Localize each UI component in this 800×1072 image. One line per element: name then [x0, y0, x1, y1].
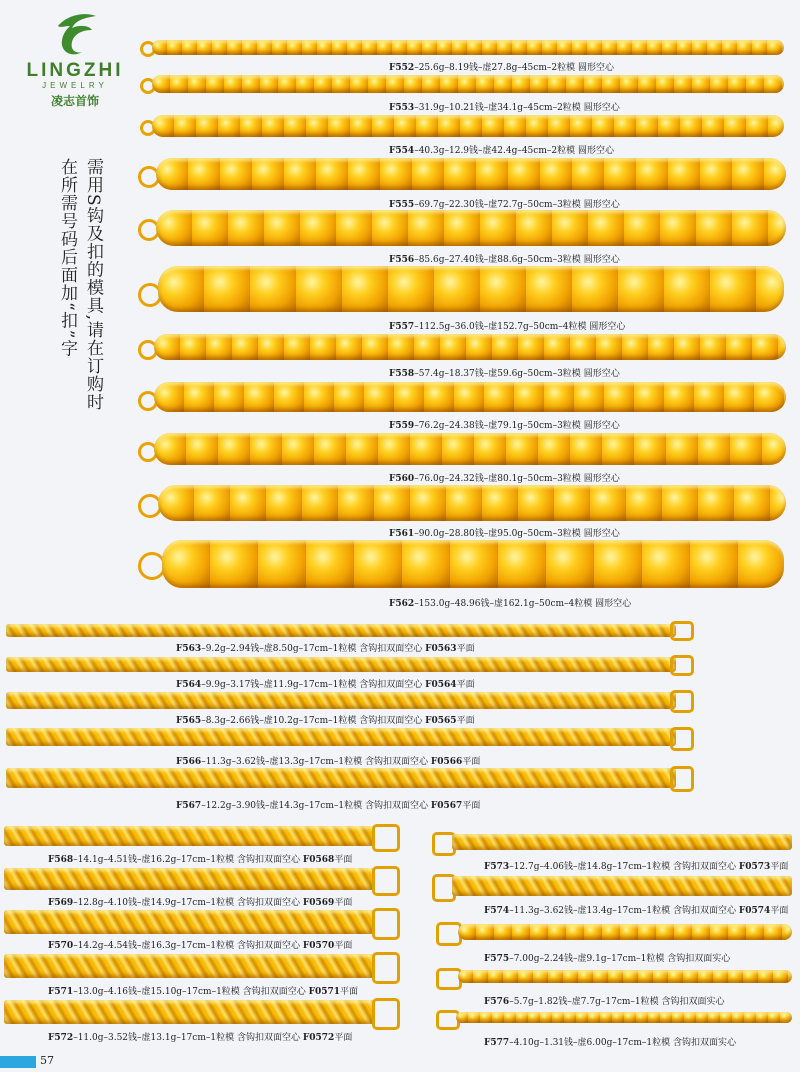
- necklace-caption: F552–25.6g–8.19钱–虚27.8g–45cm–2粒模 圆形空心: [389, 63, 614, 73]
- bracelet-clasp: [372, 866, 400, 896]
- bracelet-chain: [6, 657, 676, 672]
- bracelet-caption: F565–8.3g–2.66钱–虚10.2g–17cm–1粒模 含钩扣双面空心 F0565平面: [176, 716, 475, 726]
- bracelet-caption: F570–14.2g–4.54钱–虚16.3g–17cm–1粒模 含钩扣双面空心 F0570平面: [48, 941, 353, 951]
- necklace-chain: [154, 334, 786, 360]
- necklace-chain: [158, 485, 786, 521]
- bracelet-caption: F577–4.10g–1.31钱–虚6.00g–17cm–1粒模 含钩扣双面实心: [484, 1038, 736, 1048]
- bracelet-chain: [452, 876, 792, 896]
- brand-name: LINGZHI: [26, 60, 124, 81]
- bracelet-chain: [4, 868, 374, 890]
- necklace-chain: [156, 158, 786, 190]
- bracelet-clasp: [372, 952, 400, 984]
- bracelet-chain: [4, 910, 374, 934]
- bracelet-caption: F575–7.00g–2.24钱–虚9.1g–17cm–1粒模 含钩扣双面实心: [484, 954, 731, 964]
- necklace-caption: F554–40.3g–12.9钱–虚42.4g–45cm–2粒模 圆形空心: [389, 146, 614, 156]
- bracelet-caption: F571–13.0g–4.16钱–虚15.10g–17cm–1粒模 含钩扣双面空心 F0571平面: [48, 987, 359, 997]
- bracelet-caption: F566–11.3g–3.62钱–虚13.3g–17cm–1粒模 含钩扣双面空心 F0566平面: [176, 757, 481, 767]
- bracelet-clasp: [372, 824, 400, 852]
- bracelet-chain: [456, 1012, 792, 1023]
- bracelet-caption: F574–11.3g–3.62钱–虚13.4g–17cm–1粒模 含钩扣双面空心 F0574平面: [484, 906, 789, 916]
- necklace-chain: [154, 433, 786, 465]
- bracelet-caption: F564–9.9g–3.17钱–虚11.9g–17cm–1粒模 含钩扣双面空心 F0564平面: [176, 680, 475, 690]
- brand-sub: JEWELRY: [42, 81, 108, 90]
- bracelet-clasp: [670, 766, 694, 792]
- necklace-chain: [162, 540, 784, 588]
- bracelet-chain: [6, 728, 676, 746]
- bracelet-chain: [458, 924, 792, 940]
- note-line-1: 需用S钩及扣的模具,请在订购时: [83, 158, 103, 412]
- necklace-caption: F557–112.5g–36.0钱–虚152.7g–50cm–4粒模 圆形空心: [389, 322, 626, 332]
- bracelet-caption: F567–12.2g–3.90钱–虚14.3g–17cm–1粒模 含钩扣双面空心 F0567平面: [176, 801, 481, 811]
- necklace-chain: [152, 115, 784, 137]
- page-number-bar: [0, 1056, 36, 1068]
- brand-logo: [20, 8, 130, 108]
- bracelet-clasp: [670, 655, 694, 676]
- bracelet-caption: F568–14.1g–4.51钱–虚16.2g–17cm–1粒模 含钩扣双面空心 F0568平面: [48, 855, 353, 865]
- bracelet-clasp: [372, 998, 400, 1030]
- bracelet-clasp: [670, 621, 694, 641]
- bracelet-chain: [6, 624, 676, 637]
- page-number: 57: [40, 1054, 54, 1067]
- bracelet-chain: [458, 970, 792, 983]
- bracelet-chain: [452, 834, 792, 850]
- bracelet-clasp: [670, 727, 694, 751]
- bracelet-clasp: [372, 908, 400, 940]
- necklace-caption: F556–85.6g–27.40钱–虚88.6g–50cm–3粒模 圆形空心: [389, 255, 620, 265]
- necklace-caption: F555–69.7g–22.30钱–虚72.7g–50cm–3粒模 圆形空心: [389, 200, 620, 210]
- bracelet-caption: F569–12.8g–4.10钱–虚14.9g–17cm–1粒模 含钩扣双面空心 F0569平面: [48, 898, 353, 908]
- bracelet-caption: F573–12.7g–4.06钱–虚14.8g–17cm–1粒模 含钩扣双面空心 F0573平面: [484, 862, 789, 872]
- necklace-chain: [152, 40, 784, 55]
- necklace-caption: F560–76.0g–24.32钱–虚80.1g–50cm–3粒模 圆形空心: [389, 474, 620, 484]
- necklace-caption: F562–153.0g–48.96钱–虚162.1g–50cm–4粒模 圆形空心: [389, 599, 632, 609]
- bracelet-caption: F572–11.0g–3.52钱–虚13.1g–17cm–1粒模 含钩扣双面空心 F0572平面: [48, 1033, 353, 1043]
- necklace-caption: F558–57.4g–18.37钱–虚59.6g–50cm–3粒模 圆形空心: [389, 369, 620, 379]
- necklace-caption: F553–31.9g–10.21钱–虚34.1g–45cm–2粒模 圆形空心: [389, 103, 620, 113]
- bracelet-clasp: [670, 690, 694, 713]
- note-line-2: 在所需号码后面加“扣”字: [57, 158, 77, 358]
- necklace-chain: [156, 210, 786, 246]
- brand-chinese: 凌志首饰: [50, 94, 99, 108]
- necklace-chain: [158, 266, 784, 312]
- bracelet-chain: [4, 1000, 374, 1024]
- necklace-chain: [154, 382, 786, 412]
- bracelet-chain: [6, 692, 676, 709]
- necklace-caption: F559–76.2g–24.38钱–虚79.1g–50cm–3粒模 圆形空心: [389, 421, 620, 431]
- bracelet-caption: F563–9.2g–2.94钱–虚8.50g–17cm–1粒模 含钩扣双面空心 F0563平面: [176, 644, 475, 654]
- bracelet-chain: [6, 768, 676, 788]
- bracelet-chain: [4, 954, 374, 978]
- necklace-caption: F561–90.0g–28.80钱–虚95.0g–50cm–3粒模 圆形空心: [389, 529, 620, 539]
- leaf-logo-icon: [50, 8, 100, 58]
- bracelet-caption: F576–5.7g–1.82钱–虚7.7g–17cm–1粒模 含钩扣双面实心: [484, 997, 725, 1007]
- bracelet-chain: [4, 826, 374, 846]
- necklace-chain: [152, 75, 784, 93]
